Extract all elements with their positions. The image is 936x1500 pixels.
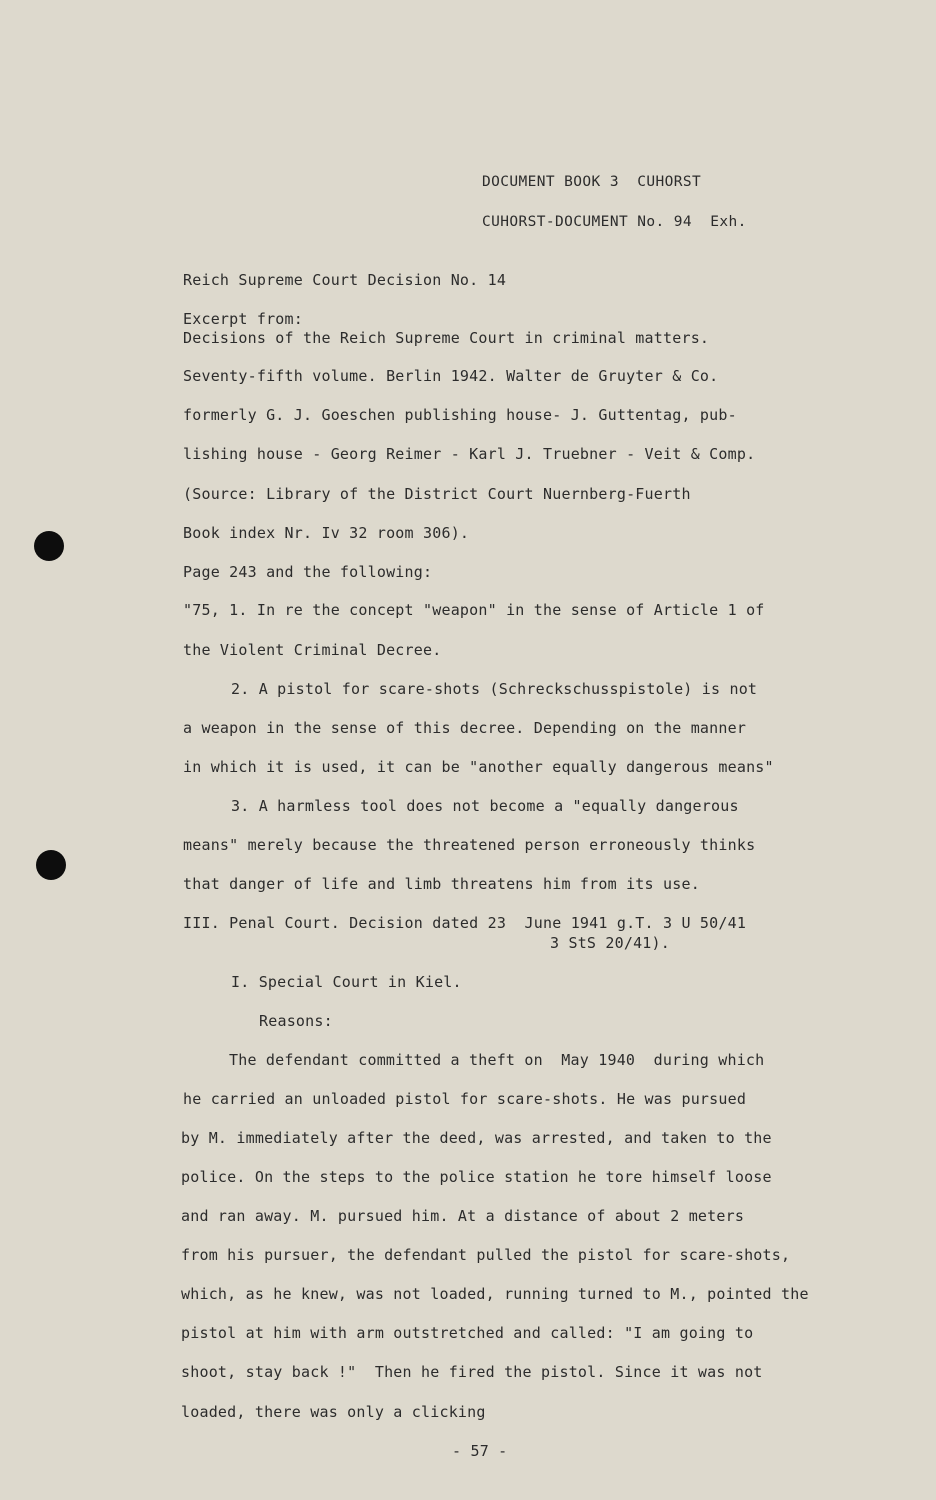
- excerpt-label: Excerpt from:: [183, 310, 303, 328]
- text-line: Page 243 and the following:: [183, 563, 433, 581]
- text-line: police. On the steps to the police station he tore himself loose: [181, 1168, 772, 1186]
- text-line: that danger of life and limb threatens him from its use.: [183, 875, 700, 893]
- document-book-header: DOCUMENT BOOK 3 CUHORST: [482, 174, 702, 190]
- text-line: from his pursuer, the defendant pulled the pistol for scare-shots,: [181, 1246, 791, 1264]
- text-line: which, as he knew, was not loaded, running turned to M., pointed the: [181, 1285, 809, 1303]
- text-line: shoot, stay back !" Then he fired the pistol. Since it was not: [181, 1363, 763, 1381]
- punch-hole: [34, 531, 64, 561]
- text-line: lishing house - Georg Reimer - Karl J. Truebner - Veit & Comp.: [183, 445, 756, 463]
- text-line: Reasons:: [259, 1012, 333, 1030]
- document-title: Reich Supreme Court Decision No. 14: [183, 271, 507, 289]
- page-number: - 57 -: [452, 1442, 508, 1460]
- text-line: III. Penal Court. Decision dated 23 June 1941 g.T. 3 U 50/41: [183, 914, 747, 932]
- exhibit-header: CUHORST-DOCUMENT No. 94 Exh.: [482, 214, 747, 230]
- text-line: the Violent Criminal Decree.: [183, 641, 442, 659]
- text-line: by M. immediately after the deed, was arrested, and taken to the: [181, 1129, 772, 1147]
- text-line: and ran away. M. pursued him. At a distance of about 2 meters: [181, 1207, 745, 1225]
- text-line: 3. A harmless tool does not become a "equally dangerous: [231, 797, 739, 815]
- text-line: Seventy-fifth volume. Berlin 1942. Walter de Gruyter & Co.: [183, 367, 719, 385]
- text-line: (Source: Library of the District Court Nuernberg-Fuerth: [183, 485, 691, 503]
- text-line: 2. A pistol for scare-shots (Schreckschusspistole) is not: [231, 680, 758, 698]
- text-line: loaded, there was only a clicking: [181, 1403, 486, 1421]
- text-line: I. Special Court in Kiel.: [231, 973, 462, 991]
- text-line: The defendant committed a theft on May 1940 during which: [229, 1051, 765, 1069]
- text-line: "75, 1. In re the concept "weapon" in the sense of Article 1 of: [183, 601, 765, 619]
- text-line: a weapon in the sense of this decree. Depending on the manner: [183, 719, 747, 737]
- text-line: in which it is used, it can be "another equally dangerous means": [183, 758, 774, 776]
- text-line: Decisions of the Reich Supreme Court in criminal matters.: [183, 329, 710, 347]
- text-line: means" merely because the threatened person erroneously thinks: [183, 836, 756, 854]
- text-line: 3 StS 20/41).: [550, 934, 670, 952]
- text-line: pistol at him with arm outstretched and called: "I am going to: [181, 1324, 754, 1342]
- text-line: formerly G. J. Goeschen publishing house- J. Guttentag, pub-: [183, 406, 737, 424]
- text-line: he carried an unloaded pistol for scare-shots. He was pursued: [183, 1090, 747, 1108]
- text-line: Book index Nr. Iv 32 room 306).: [183, 524, 470, 542]
- punch-hole: [36, 850, 66, 880]
